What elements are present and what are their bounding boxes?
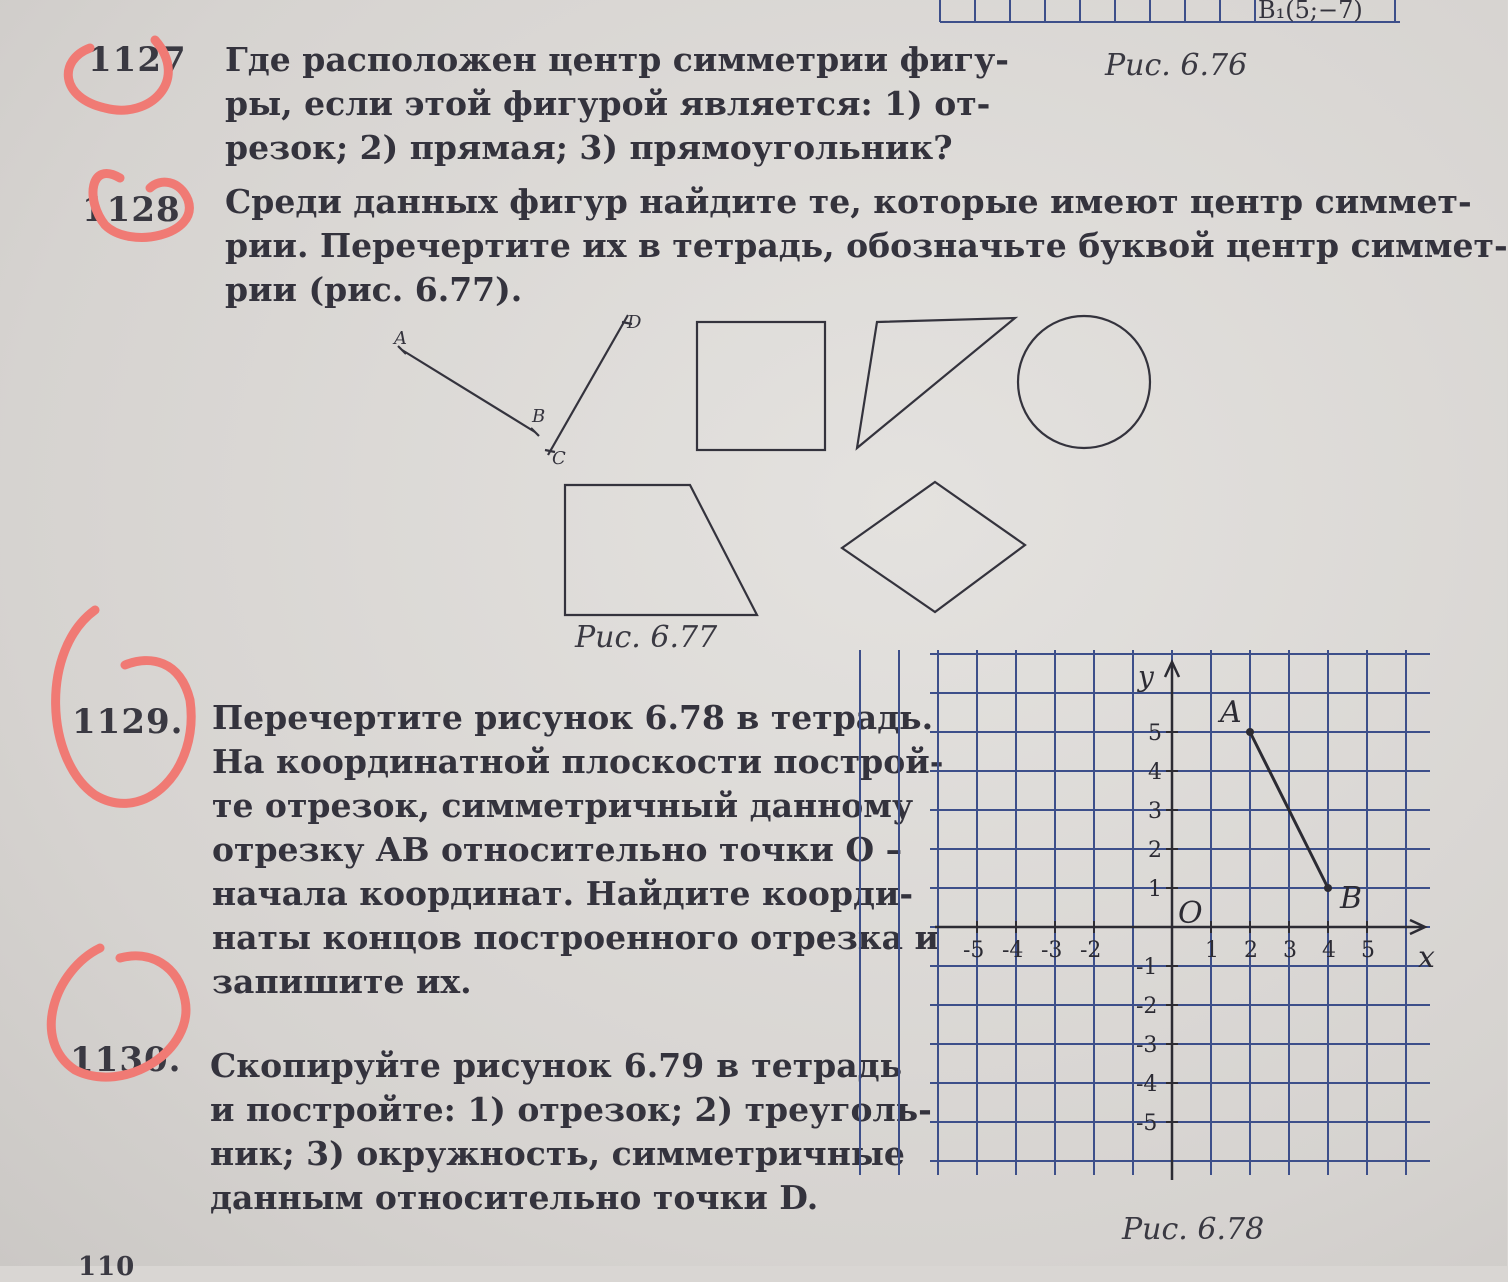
task-1130-number: 1130. (70, 1040, 182, 1080)
task-1128-number: 1128. (82, 190, 194, 230)
line-cd (548, 315, 628, 455)
task-1130-line: и постройте: 1) отрезок; 2) треуголь- (210, 1090, 932, 1129)
task-1129-text (212, 696, 944, 1004)
y-tick-label: 4 (1148, 760, 1162, 785)
task-1130-line: ник; 3) окружность, симметричные (210, 1134, 905, 1173)
fig-676-label-b1: B₁(5;−7) (1258, 0, 1363, 24)
task-1129-line: На координатной плоскости построй- (212, 742, 944, 781)
fig-677-caption: Рис. 6.77 (575, 620, 718, 655)
label-b: B (532, 406, 546, 427)
task-1127-line: ры, если этой фигурой является: 1) от- (225, 84, 991, 123)
y-tick-label: 1 (1148, 877, 1162, 902)
task-1128-text (225, 180, 1508, 312)
label-a: A (394, 328, 407, 349)
y-axis-label: y (1138, 660, 1154, 693)
task-1130-text (210, 1044, 932, 1220)
task-1130-line: данным относительно точки D. (210, 1178, 819, 1217)
x-tick-label: -3 (1041, 938, 1063, 963)
y-tick-label: -1 (1136, 955, 1158, 980)
task-1129-line: отрезку AB относительно точки O – (212, 830, 903, 869)
fig-677-shapes (380, 300, 1160, 630)
fig-678-caption: Рис. 6.78 (1122, 1212, 1265, 1247)
task-1128-line: рии (рис. 6.77). (225, 270, 523, 309)
x-tick-label: 3 (1283, 938, 1297, 963)
x-tick-label: -2 (1080, 938, 1102, 963)
page-number: 110 (78, 1252, 136, 1282)
task-1129-line: начала координат. Найдите коорди- (212, 874, 914, 913)
square-shape (697, 322, 825, 450)
x-axis-label: x (1418, 940, 1435, 975)
x-tick-label: 5 (1361, 938, 1375, 963)
y-tick-label: -4 (1136, 1072, 1158, 1097)
triangle-shape (857, 318, 1015, 448)
y-tick-label: 5 (1148, 721, 1162, 746)
task-1129-number: 1129. (72, 702, 184, 742)
y-tick-label: 3 (1148, 799, 1162, 824)
task-1127-line: резок; 2) прямая; 3) прямоугольник? (225, 128, 953, 167)
x-tick-label: 4 (1322, 938, 1336, 963)
x-tick-label: -5 (963, 938, 985, 963)
point-b-label: B (1340, 881, 1363, 916)
fig-678-coordinate-plane (920, 640, 1440, 1200)
point-a-dot (1246, 728, 1254, 736)
circle-shape (1018, 316, 1150, 448)
x-tick-label: -4 (1002, 938, 1024, 963)
x-tick-label: 2 (1244, 938, 1258, 963)
y-tick-label: 2 (1148, 838, 1162, 863)
task-1127-text (225, 38, 1009, 170)
y-tick-label: -2 (1136, 994, 1158, 1019)
x-tick-label: 1 (1205, 938, 1219, 963)
task-1127-line: Где расположен центр симметрии фигу- (225, 40, 1009, 79)
task-1128-line: рии. Перечертите их в тетрадь, обозначьте буквой центр симмет- (225, 226, 1508, 265)
origin-label: O (1178, 896, 1203, 931)
task-1129-line: наты концов построенного отрезка и (212, 918, 939, 957)
y-tick-label: -5 (1136, 1111, 1158, 1136)
trapezoid-shape (565, 485, 757, 615)
task-1128-line: Среди данных фигур найдите те, которые имеют центр симмет- (225, 182, 1472, 221)
fig-676-table-fragment (930, 0, 1410, 30)
rhombus-shape (842, 482, 1025, 612)
task-1127-number: 1127 (88, 40, 187, 80)
point-b-dot (1324, 884, 1332, 892)
task-1129-line: запишите их. (212, 962, 472, 1001)
fig-676-caption: Рис. 6.76 (1105, 48, 1248, 83)
task-1130-line: Скопируйте рисунок 6.79 в тетрадь (210, 1046, 902, 1085)
tick-labels (963, 721, 1375, 1136)
task-1129-line: те отрезок, симметричный данному (212, 786, 914, 825)
point-a-label: A (1220, 695, 1242, 730)
task-1129-line: Перечертите рисунок 6.78 в тетрадь. (212, 698, 934, 737)
y-tick-label: -3 (1136, 1033, 1158, 1058)
segment-ab (402, 350, 535, 432)
label-d: D (627, 312, 642, 333)
label-c: C (552, 448, 566, 469)
